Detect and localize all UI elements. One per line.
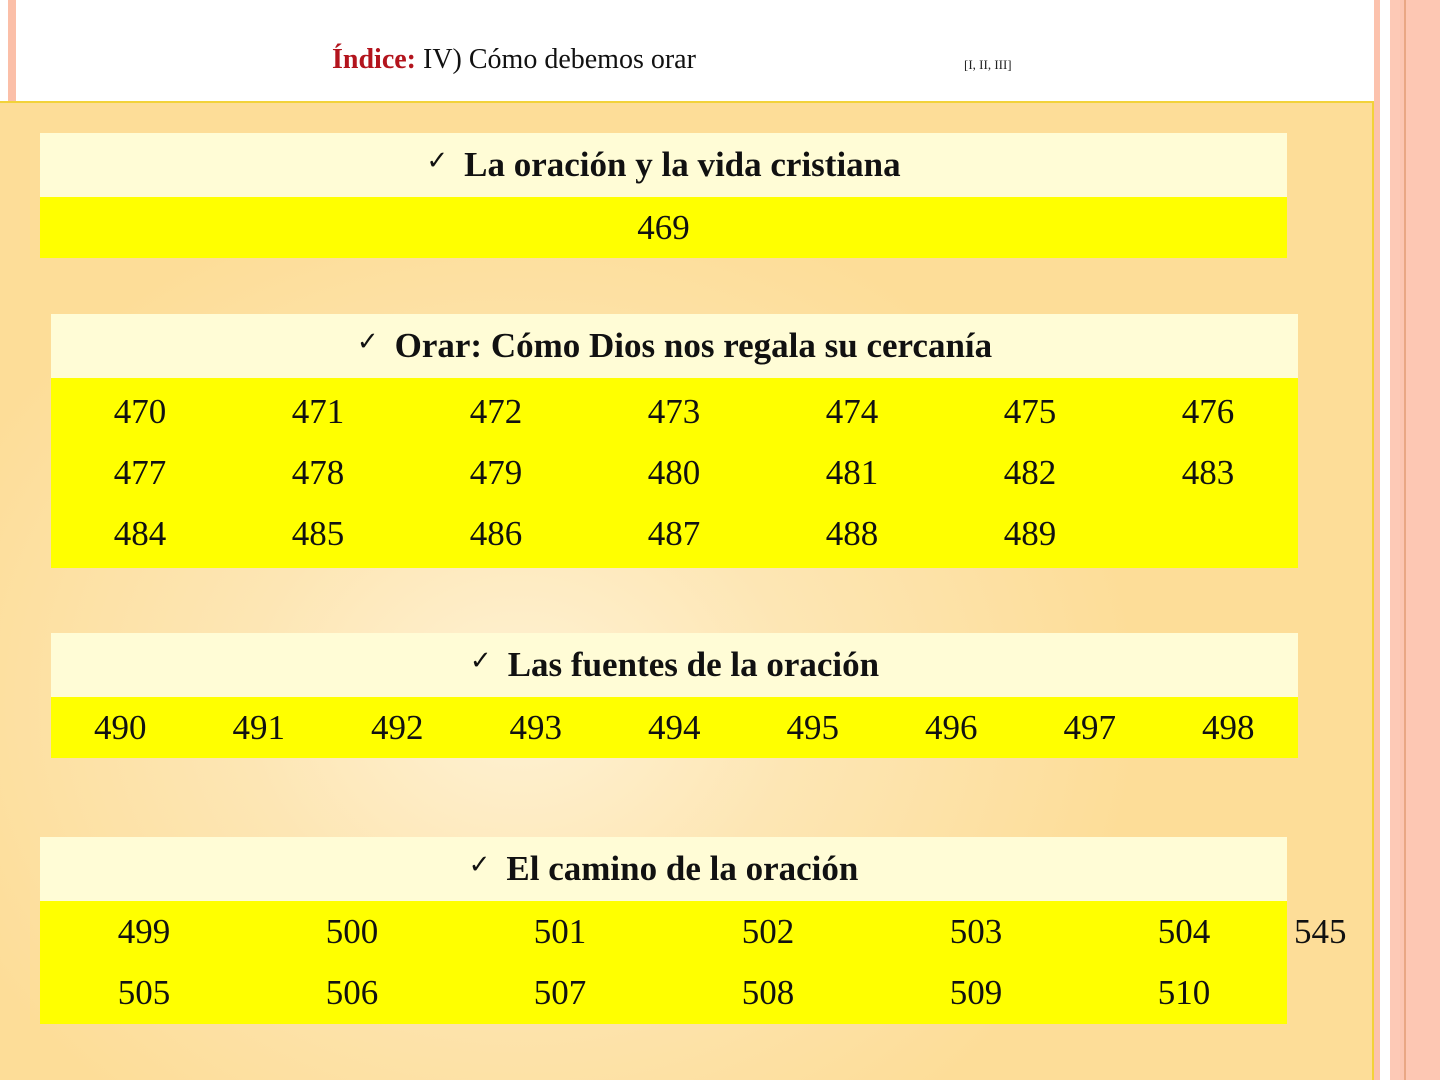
paragraph-number[interactable]: 485 (291, 514, 345, 553)
paragraph-number[interactable]: 493 (509, 707, 562, 747)
content-panel (0, 101, 1374, 1080)
paragraph-number[interactable]: 508 (741, 973, 795, 1012)
paragraph-number[interactable]: 510 (1157, 973, 1211, 1012)
paragraph-number[interactable]: 494 (648, 707, 701, 747)
paragraph-number[interactable]: 479 (469, 453, 523, 492)
paragraph-number[interactable]: 487 (647, 514, 701, 553)
stripe (1406, 0, 1440, 1080)
paragraph-number[interactable]: 509 (949, 973, 1003, 1012)
section-title: Las fuentes de la oración (507, 645, 880, 684)
paragraph-number[interactable]: 478 (291, 453, 345, 492)
paragraph-number[interactable]: 501 (533, 912, 587, 951)
paragraph-number[interactable]: 486 (469, 514, 523, 553)
section-header (40, 837, 1287, 901)
number-grid (40, 901, 1287, 1024)
paragraph-number[interactable]: 499 (117, 912, 171, 951)
paragraph-number[interactable]: 484 (113, 514, 167, 553)
paragraph-number[interactable]: 491 (232, 707, 285, 747)
paragraph-number[interactable]: 473 (647, 392, 701, 431)
section-camino-oracion (40, 837, 1287, 1024)
paragraph-number[interactable]: 497 (1063, 707, 1116, 747)
section-header (40, 133, 1287, 197)
paragraph-number[interactable]: 500 (325, 912, 379, 951)
checkmark-icon: ✓ (468, 850, 491, 879)
paragraph-number[interactable]: 496 (925, 707, 978, 747)
paragraph-number[interactable]: 504 (1157, 912, 1211, 951)
index-label: Índice: (332, 44, 416, 75)
paragraph-number[interactable]: 475 (1003, 392, 1057, 431)
checkmark-icon: ✓ (426, 146, 449, 175)
paragraph-number[interactable]: 507 (533, 973, 587, 1012)
paragraph-number[interactable]: 481 (825, 453, 879, 492)
title-text: IV) Cómo debemos orar (416, 44, 696, 75)
paragraph-number[interactable]: 502 (741, 912, 795, 951)
paragraph-number[interactable]: 480 (647, 453, 701, 492)
checkmark-icon: ✓ (356, 327, 379, 356)
section-oracion-vida-cristiana (40, 133, 1287, 258)
number-grid (51, 697, 1298, 758)
section-fuentes-oracion (51, 633, 1298, 758)
paragraph-number[interactable]: 489 (1003, 514, 1057, 553)
paragraph-number[interactable]: 483 (1181, 453, 1235, 492)
section-title: Orar: Cómo Dios nos regala su cercanía (394, 326, 993, 365)
paragraph-number[interactable]: 503 (949, 912, 1003, 951)
stripe (1380, 0, 1390, 1080)
paragraph-number[interactable]: 492 (371, 707, 424, 747)
paragraph-number[interactable]: 495 (786, 707, 839, 747)
section-title: El camino de la oración (506, 849, 859, 888)
paragraph-number[interactable]: 474 (825, 392, 879, 431)
number-grid (51, 378, 1298, 568)
paragraph-number[interactable]: 505 (117, 973, 171, 1012)
section-title: La oración y la vida cristiana (464, 145, 901, 184)
section-header (51, 314, 1298, 378)
paragraph-number[interactable]: 477 (113, 453, 167, 492)
slide-header (0, 0, 1374, 101)
checkmark-icon: ✓ (469, 646, 492, 675)
paragraph-number[interactable]: 472 (469, 392, 523, 431)
number-grid (40, 197, 1287, 258)
paragraph-number[interactable]: 506 (325, 973, 379, 1012)
paragraph-number[interactable]: 469 (637, 207, 690, 247)
section-orar-cercania (51, 314, 1298, 568)
stripe (1390, 0, 1400, 1080)
right-decorative-stripes (1374, 0, 1440, 1080)
page-title (332, 44, 696, 76)
paragraph-number[interactable]: 488 (825, 514, 879, 553)
paragraph-number[interactable]: 498 (1202, 707, 1255, 747)
parts-note: [I, II, III] (964, 57, 1012, 72)
paragraph-number[interactable]: 490 (94, 707, 147, 747)
paragraph-number[interactable]: 470 (113, 392, 167, 431)
section-header (51, 633, 1298, 697)
paragraph-number[interactable]: 476 (1181, 392, 1235, 431)
paragraph-number[interactable]: 471 (291, 392, 345, 431)
side-paragraph-number[interactable]: 545 (1294, 912, 1347, 951)
paragraph-number[interactable]: 482 (1003, 453, 1057, 492)
